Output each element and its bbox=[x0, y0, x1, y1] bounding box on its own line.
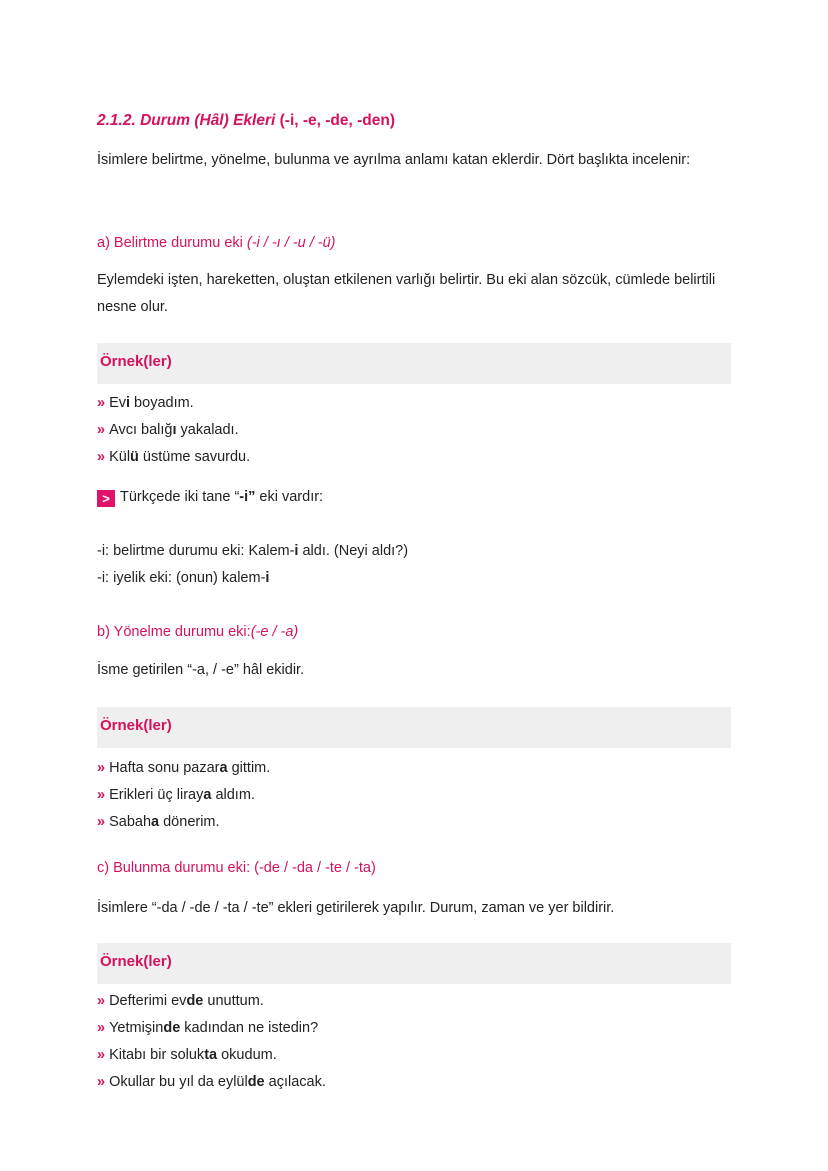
item-suffix: de bbox=[186, 993, 204, 1009]
subheading-text: b) Yönelme durumu eki: bbox=[97, 624, 251, 640]
list-item bbox=[97, 988, 737, 1015]
item-suffix: a bbox=[151, 814, 160, 830]
item-text: aldım. bbox=[211, 787, 255, 803]
intro-paragraph: İsimlere belirtme, yönelme, bulunma ve ayrılma anlamı katan eklerdir. Dört başlıkta incelenir: bbox=[97, 152, 691, 168]
item-text: Kül bbox=[109, 449, 131, 465]
item-text: dönerim. bbox=[159, 814, 220, 830]
item-text: Erikleri üç liray bbox=[109, 787, 204, 803]
example-box bbox=[97, 943, 731, 984]
bullet-list bbox=[97, 390, 737, 471]
item-suffix: a bbox=[219, 760, 228, 776]
bullet-icon: » bbox=[97, 395, 106, 411]
item-text: Okullar bu yıl da eylül bbox=[109, 1074, 248, 1090]
item-text: Defterimi ev bbox=[109, 993, 187, 1009]
item-text: boyadım. bbox=[130, 395, 194, 411]
item-suffix: ta bbox=[204, 1047, 218, 1063]
title-italic: 2.1.2. Durum (Hâl) Ekleri bbox=[97, 112, 276, 129]
example-label: Örnek(ler) bbox=[100, 953, 172, 970]
bullet-icon: » bbox=[97, 760, 106, 776]
list-item bbox=[97, 809, 737, 836]
note-line bbox=[97, 538, 737, 565]
list-item bbox=[97, 1069, 737, 1096]
example-label: Örnek(ler) bbox=[100, 353, 172, 370]
item-suffix: a bbox=[203, 787, 212, 803]
bullet-list bbox=[97, 755, 737, 836]
paragraph-c: İsimlere “-da / -de / -ta / -te” ekleri getirilerek yapılır. Durum, zaman ve yer bildirir. bbox=[97, 900, 615, 916]
example-label: Örnek(ler) bbox=[100, 717, 172, 734]
item-text: unuttum. bbox=[203, 993, 264, 1009]
bullet-list bbox=[97, 988, 737, 1096]
bullet-icon: » bbox=[97, 1020, 106, 1036]
item-text: Avcı balığ bbox=[109, 422, 173, 438]
item-text: kadından ne istedin? bbox=[180, 1020, 319, 1036]
bullet-icon: » bbox=[97, 993, 106, 1009]
line-suffix: i bbox=[265, 570, 270, 586]
line-text: -i: belirtme durumu eki: Kalem- bbox=[97, 543, 295, 559]
list-item bbox=[97, 390, 737, 417]
item-text: Ev bbox=[109, 395, 126, 411]
note bbox=[97, 484, 737, 511]
line-text: aldı. (Neyi aldı?) bbox=[298, 543, 409, 559]
item-text: Hafta sonu pazar bbox=[109, 760, 220, 776]
item-text: okudum. bbox=[217, 1047, 277, 1063]
item-suffix: ü bbox=[130, 449, 139, 465]
subheading-b bbox=[97, 619, 737, 646]
item-suffix: i bbox=[126, 395, 131, 411]
item-text: Kitabı bir soluk bbox=[109, 1047, 205, 1063]
list-item bbox=[97, 755, 737, 782]
bullet-icon: » bbox=[97, 422, 106, 438]
title-suffixes: (-i, -e, -de, -den) bbox=[275, 112, 395, 129]
subheading-text: a) Belirtme durumu eki bbox=[97, 235, 247, 251]
item-text: üstüme savurdu. bbox=[138, 449, 251, 465]
example-box bbox=[97, 343, 731, 384]
list-item bbox=[97, 1015, 737, 1042]
subheading-c bbox=[97, 855, 737, 882]
subheading-suffixes: (-i / -ı / -u / -ü) bbox=[246, 235, 336, 251]
note-arrow-icon: > bbox=[97, 490, 115, 507]
item-suffix: de bbox=[163, 1020, 181, 1036]
paragraph-b: İsme getirilen “-a, / -e” hâl ekidir. bbox=[97, 662, 305, 678]
bullet-icon: » bbox=[97, 1074, 106, 1090]
bullet-icon: » bbox=[97, 449, 106, 465]
note-text: Türkçede iki tane “ bbox=[120, 489, 240, 505]
subheading-suffixes: (-e / -a) bbox=[250, 624, 299, 640]
note-text-end: eki vardır: bbox=[255, 489, 324, 505]
list-item bbox=[97, 782, 737, 809]
note-bold: -i” bbox=[239, 489, 256, 505]
item-text: Sabah bbox=[109, 814, 152, 830]
bullet-icon: » bbox=[97, 1047, 106, 1063]
item-text: gittim. bbox=[227, 760, 271, 776]
bullet-icon: » bbox=[97, 814, 106, 830]
item-text: Yetmişin bbox=[109, 1020, 164, 1036]
item-text: yakaladı. bbox=[176, 422, 239, 438]
subheading-a bbox=[97, 230, 737, 257]
list-item bbox=[97, 417, 737, 444]
list-item bbox=[97, 444, 737, 471]
section-title bbox=[97, 107, 737, 134]
bullet-icon: » bbox=[97, 787, 106, 803]
list-item bbox=[97, 1042, 737, 1069]
item-suffix: ı bbox=[172, 422, 177, 438]
item-text: açılacak. bbox=[264, 1074, 326, 1090]
line-text: -i: iyelik eki: (onun) kalem- bbox=[97, 570, 266, 586]
note-line bbox=[97, 565, 737, 592]
example-box bbox=[97, 707, 731, 748]
paragraph-a: Eylemdeki işten, hareketten, oluştan etkilenen varlığı belirtir. Bu eki alan sözcük, cümlede belirtili nesne olur. bbox=[97, 272, 716, 315]
item-suffix: de bbox=[247, 1074, 265, 1090]
subheading-text: c) Bulunma durumu eki: (-de / -da / -te / -ta) bbox=[97, 860, 376, 876]
note-lines bbox=[97, 538, 737, 592]
line-suffix: i bbox=[294, 543, 299, 559]
